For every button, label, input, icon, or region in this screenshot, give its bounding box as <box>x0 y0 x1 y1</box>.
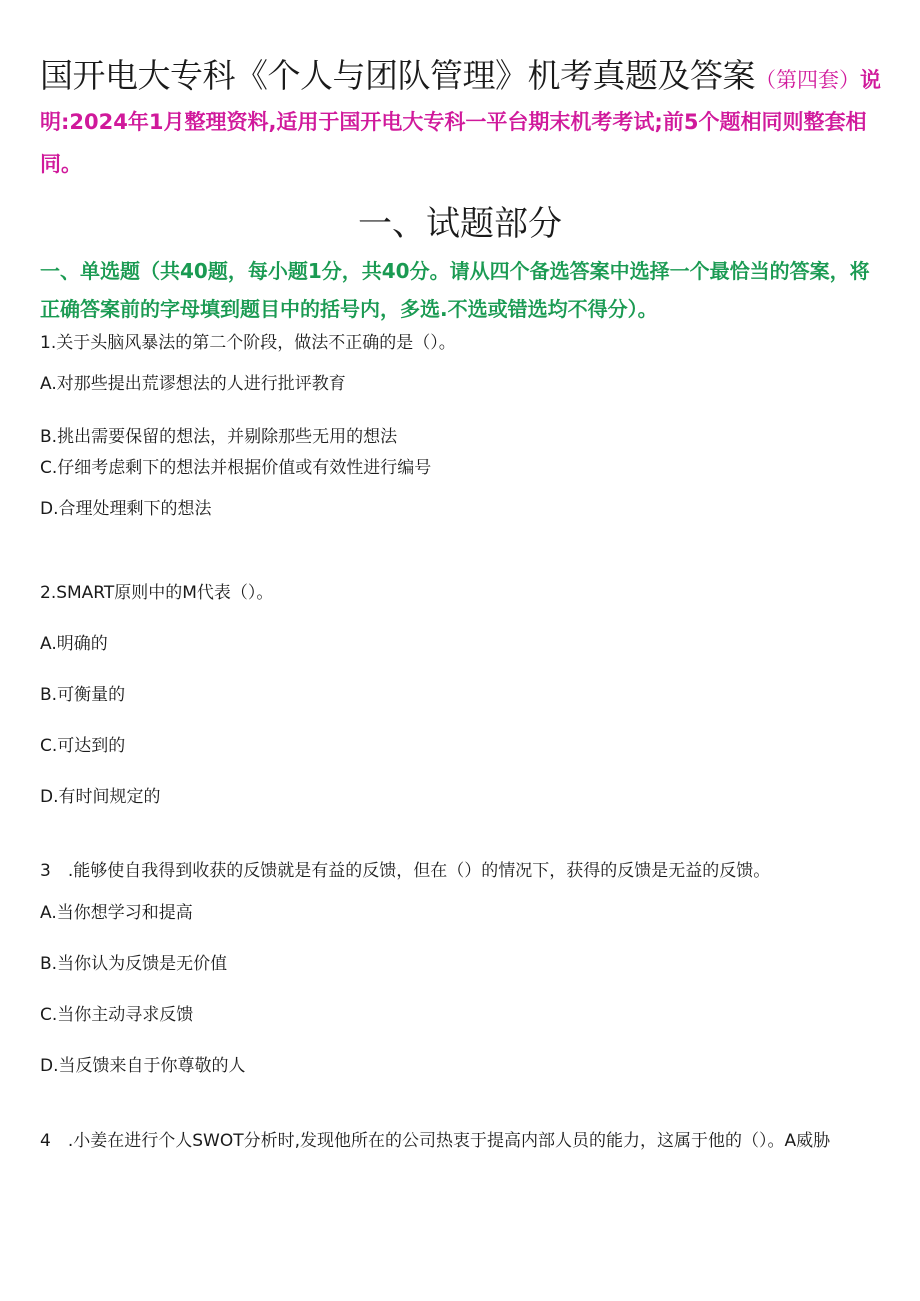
document-title-block <box>40 56 888 186</box>
section-heading: 一、试题部分 <box>358 204 562 244</box>
question-1-stem: 1.关于头脑风暴法的第二个阶段，做法不正确的是（）。 <box>40 333 456 353</box>
question-2-option-d: D.有时间规定的 <box>40 787 161 807</box>
question-2-stem: 2.SMART原则中的M代表（）。 <box>40 583 274 603</box>
question-3-option-a: A.当你想学习和提高 <box>40 903 193 923</box>
question-1-option-a: A.对那些提出荒谬想法的人进行批评教育 <box>40 374 346 394</box>
question-2-option-b: B.可衡量的 <box>40 685 126 705</box>
question-4-stem: 4 .小姜在进行个人SWOT分析时,发现他所在的公司热衷于提高内部人员的能力，这属于他的（）。A威胁 <box>40 1131 831 1151</box>
document-note: 说明:2024年1月整理资料,适用于国开电大专科一平台期末机考考试;前5个题相同则整套相同。 <box>40 68 881 176</box>
question-2-option-a: A.明确的 <box>40 634 108 654</box>
question-1-option-d: D.合理处理剩下的想法 <box>40 499 212 519</box>
question-3-option-b: B.当你认为反馈是无价值 <box>40 954 228 974</box>
question-2-option-c: C.可达到的 <box>40 736 126 756</box>
edition-label: （第四套） <box>755 68 860 92</box>
question-3-option-d: D.当反馈来自于你尊敬的人 <box>40 1056 246 1076</box>
question-1-option-c: C.仔细考虑剩下的想法并根据价值或有效性进行编号 <box>40 458 432 478</box>
document-title: 国开电大专科《个人与团队管理》机考真题及答案 <box>40 56 755 95</box>
section-instruction: 一、单选题（共40题，每小题1分，共40分。请从四个备选答案中选择一个最恰当的答案，将正确答案前的字母填到题目中的括号内，多选.不选或错选均不得分）。 <box>40 259 870 321</box>
question-3-stem: 3 .能够使自我得到收获的反馈就是有益的反馈，但在（）的情况下，获得的反馈是无益的反馈。 <box>40 861 771 881</box>
question-1-option-b: B.挑出需要保留的想法，并剔除那些无用的想法 <box>40 427 398 447</box>
question-3-option-c: C.当你主动寻求反馈 <box>40 1005 194 1025</box>
